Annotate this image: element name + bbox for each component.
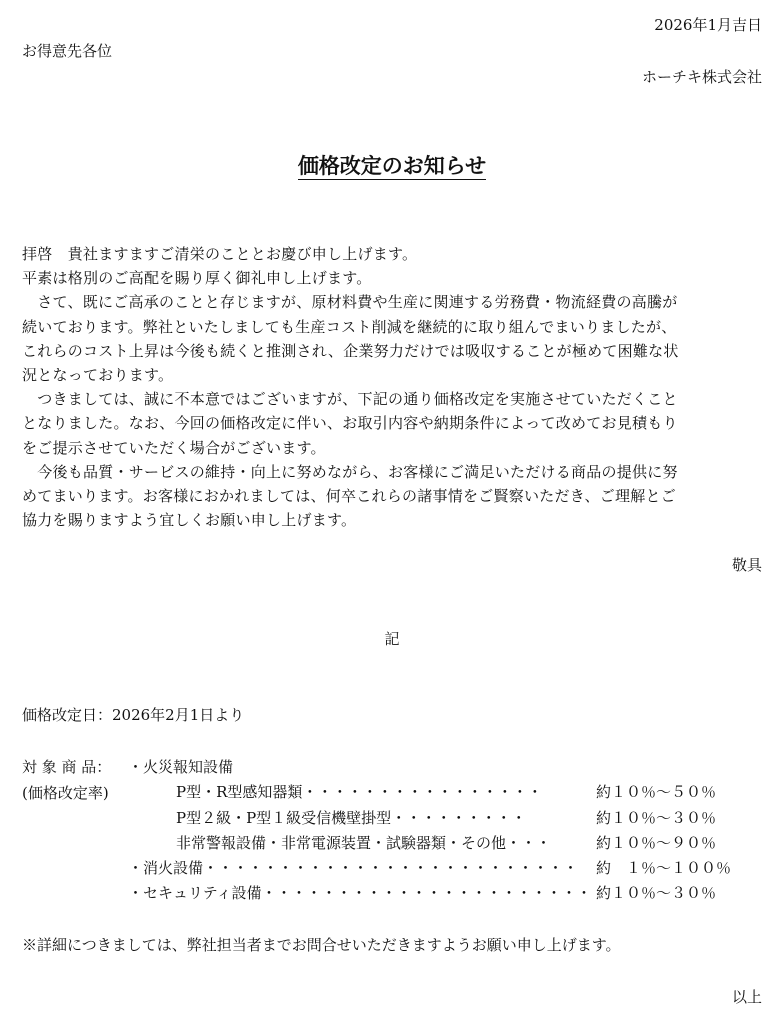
product-name: P型２級・P型１級受信機壁掛型	[176, 809, 392, 827]
product-rate: 約１０％～３０％	[596, 884, 717, 902]
body-line: をご提示させていただく場合がございます。	[22, 438, 326, 457]
body-line: 平素は格別のご高配を賜り厚く御礼申し上げます。	[22, 269, 372, 288]
sender-company: ホーチキ株式会社	[641, 68, 762, 86]
body-line: 続いております。弊社といたしましても生産コスト削減を継続的に取り組んでまいりましたが、	[22, 317, 677, 336]
document-date: 2026年1月吉日	[654, 16, 762, 34]
leader-dots: ・・・・・・・・・・・・・・・・・・・・・・・・・	[203, 859, 579, 877]
title-text: 価格改定のお知らせ	[297, 153, 487, 178]
body-line: となりました。なお、今回の価格改定に伴い、お取引内容や納期条件によって改めてお見積もり	[22, 414, 678, 433]
product-row	[176, 783, 542, 803]
end-ijou: 以上	[731, 988, 762, 1006]
products-label: 対 象 商 品：	[22, 758, 112, 776]
body-line: つきましては、誠に不本意ではございますが、下記の通り価格改定を実施させていただくこと	[22, 390, 678, 409]
rate-label: (価格改定率)	[22, 784, 109, 802]
product-name: 非常警報設備・非常電源装置・試験器類・その他	[176, 834, 507, 852]
revision-date: 価格改定日：2026年2月1日より	[22, 706, 245, 724]
product-name: P型・R型感知器類	[176, 783, 303, 801]
product-name: ・消火設備	[128, 859, 204, 877]
product-rate: 約１０％～９０％	[596, 834, 717, 852]
ki-marker: 記	[384, 630, 400, 648]
letter-body	[22, 242, 764, 532]
product-rate: 約１０％～３０％	[596, 809, 717, 827]
product-row	[176, 834, 551, 854]
product-rate: 約 １％～１００％	[596, 859, 732, 877]
product-name: ・セキュリティ設備	[128, 884, 262, 902]
page-title	[0, 152, 784, 179]
category-fire-alarm: ・火災報知設備	[128, 758, 234, 776]
body-line: これらのコスト上昇は今後も続くと推測され、企業努力だけでは吸収することが極めて困難な状	[22, 341, 679, 360]
leader-dots: ・・・	[506, 834, 552, 852]
body-line: さて、既にご高承のことと存じますが、原材料費や生産に関連する労務費・物流経費の高騰が	[22, 293, 678, 312]
body-line: めてまいります。お客様におかれましては、何卒これらの諸事情をご賢察いただき、ご理解とご	[22, 487, 676, 506]
leader-dots: ・・・・・・・・・・・・・・・・	[302, 783, 543, 801]
body-line: 拝啓 貴社ますますご清栄のこととお慶び申し上げます。	[22, 245, 418, 263]
body-line: 況となっております。	[22, 366, 174, 385]
product-row	[128, 859, 578, 879]
product-row	[176, 809, 526, 829]
contact-note: ※詳細につきましては、弊社担当者までお問合せいただきますようお願い申し上げます。	[22, 936, 621, 954]
product-row	[128, 884, 592, 904]
body-line: 今後も品質・サービスの維持・向上に努めながら、お客様にご満足いただける商品の提供に努	[22, 462, 678, 481]
recipient: お得意先各位	[22, 42, 113, 60]
leader-dots: ・・・・・・・・・・・・・・・・・・・・・・	[261, 884, 592, 902]
body-line: 協力を賜りますよう宜しくお願い申し上げます。	[22, 511, 357, 530]
leader-dots: ・・・・・・・・・	[391, 809, 527, 827]
product-rate: 約１０％～５０％	[596, 783, 717, 801]
closing-keigu: 敬具	[731, 556, 762, 574]
